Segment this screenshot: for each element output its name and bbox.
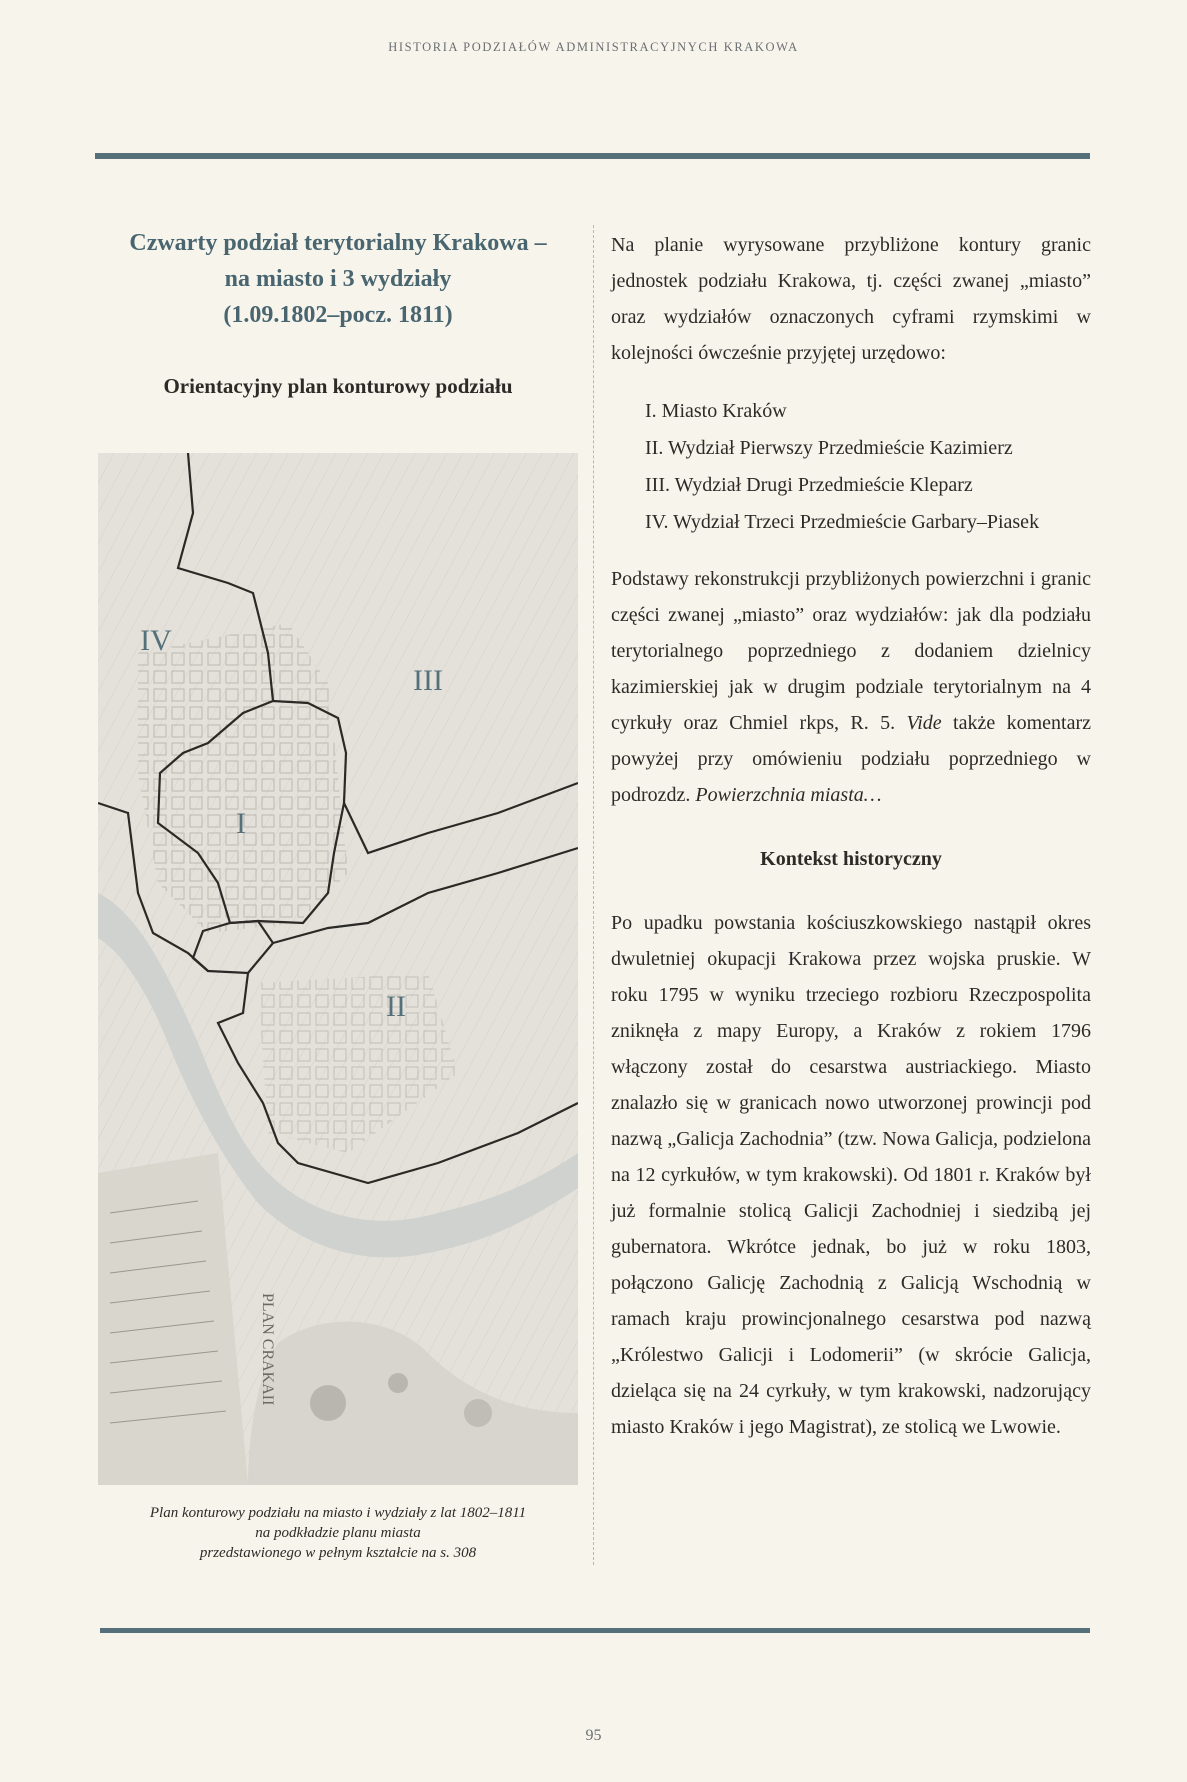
sources-cont: także komentarz powyżej przy omówieniu podziału poprzedniego w podrozdz. — [611, 712, 1092, 806]
right-column — [611, 227, 1091, 1445]
section-title-line-1: Czwarty podział terytorialny Krakowa – — [129, 230, 547, 256]
context-heading: Kontekst historyczny — [760, 848, 942, 870]
sources-text: Podstawy rekonstrukcji przybliżonych powierzchni i granic części zwanej „miasto” oraz wydziałów: jak dla podziału terytorialnego poprzedniego z dodaniem dzielnicy kazimierskiej jak w drugim podziale terytorialnym na 4 cyrkuły oraz Chmiel rkps, R. 5. — [611, 568, 1091, 734]
map-heading: Orientacyjny plan konturowy podziału — [163, 374, 513, 398]
unit-item: III. Wydział Drugi Przedmieście Kleparz — [645, 474, 973, 496]
section-title-line-3: (1.09.1802–pocz. 1811) — [223, 302, 453, 328]
map-label-iii: III — [413, 664, 443, 697]
unit-item: II. Wydział Pierwszy Przedmieście Kazimierz — [645, 437, 1013, 459]
map-label-iv: IV — [140, 624, 172, 657]
page-number: 95 — [585, 1727, 602, 1744]
column-divider — [593, 225, 594, 1565]
map-label-i: I — [236, 807, 246, 840]
unit-item: IV. Wydział Trzeci Przedmieście Garbary–Piasek — [645, 511, 1040, 533]
units-list — [645, 393, 1091, 541]
map-label-ii: II — [386, 990, 406, 1023]
unit-item: I. Miasto Kraków — [645, 400, 787, 422]
sources-paragraph — [611, 561, 1091, 813]
bottom-rule — [100, 1628, 1090, 1633]
caption-line-2: na podkładzie planu miasta — [255, 1525, 421, 1541]
map-caption — [98, 1503, 578, 1563]
top-rule — [95, 153, 1090, 159]
section-title-line-2: na miasto i 3 wydziały — [224, 266, 452, 292]
map-inscription: PLAN CRAKAII — [259, 1293, 276, 1406]
running-head: HISTORIA PODZIAŁÓW ADMINISTRACYJNYCH KRAKOWA — [388, 40, 799, 54]
caption-line-3: przedstawionego w pełnym kształcie na s. 308 — [199, 1545, 477, 1561]
caption-line-1: Plan konturowy podziału na miasto i wydziały z lat 1802–1811 — [149, 1505, 527, 1521]
sources-vide: Vide — [906, 712, 942, 734]
sources-ref: Powierzchnia miasta… — [695, 784, 882, 806]
section-title — [98, 225, 578, 333]
intro-paragraph: Na planie wyrysowane przybliżone kontury granic jednostek podziału Krakowa, tj. części zwanej „miasto” oraz wydziałów oznaczonych cyframi rzymskimi w kolejności ówcześnie przyjętej urzędowo: — [611, 234, 1091, 364]
left-column — [98, 225, 578, 399]
context-paragraph: Po upadku powstania kościuszkowskiego nastąpił okres dwuletniej okupacji Krakowa przez wojska pruskie. W roku 1795 w wyniku trzeciego rozbioru Rzeczpospolita zniknęła z mapy Europy, a Kraków z rokiem 1796 włączony został do cesarstwa austriackiego. Miasto znalazło się w granicach nowo utworzonej prowincji pod nazwą „Galicja Zachodnia” (tzw. Nowa Galicja, podzielona na 12 cyrkułów, w tym krakowski). Od 1801 r. Kraków był już formalnie stolicą Galicji Zachodniej i siedzibą jej gubernatora. Wkrótce jednak, bo już w roku 1803, połączono Galicję Zachodnią z Galicją Wschodnią w ramach kraju prowincjonalnego cesarstwa pod nazwą „Królestwo Galicji i Lodomerii” (w skrócie Galicja, dzieląca się na 24 cyrkuły, w tym krakowski, nadzorujący miasto Kraków i jego Magistrat), ze stolicą we Lwowie. — [611, 912, 1091, 1438]
contour-map — [98, 453, 578, 1485]
